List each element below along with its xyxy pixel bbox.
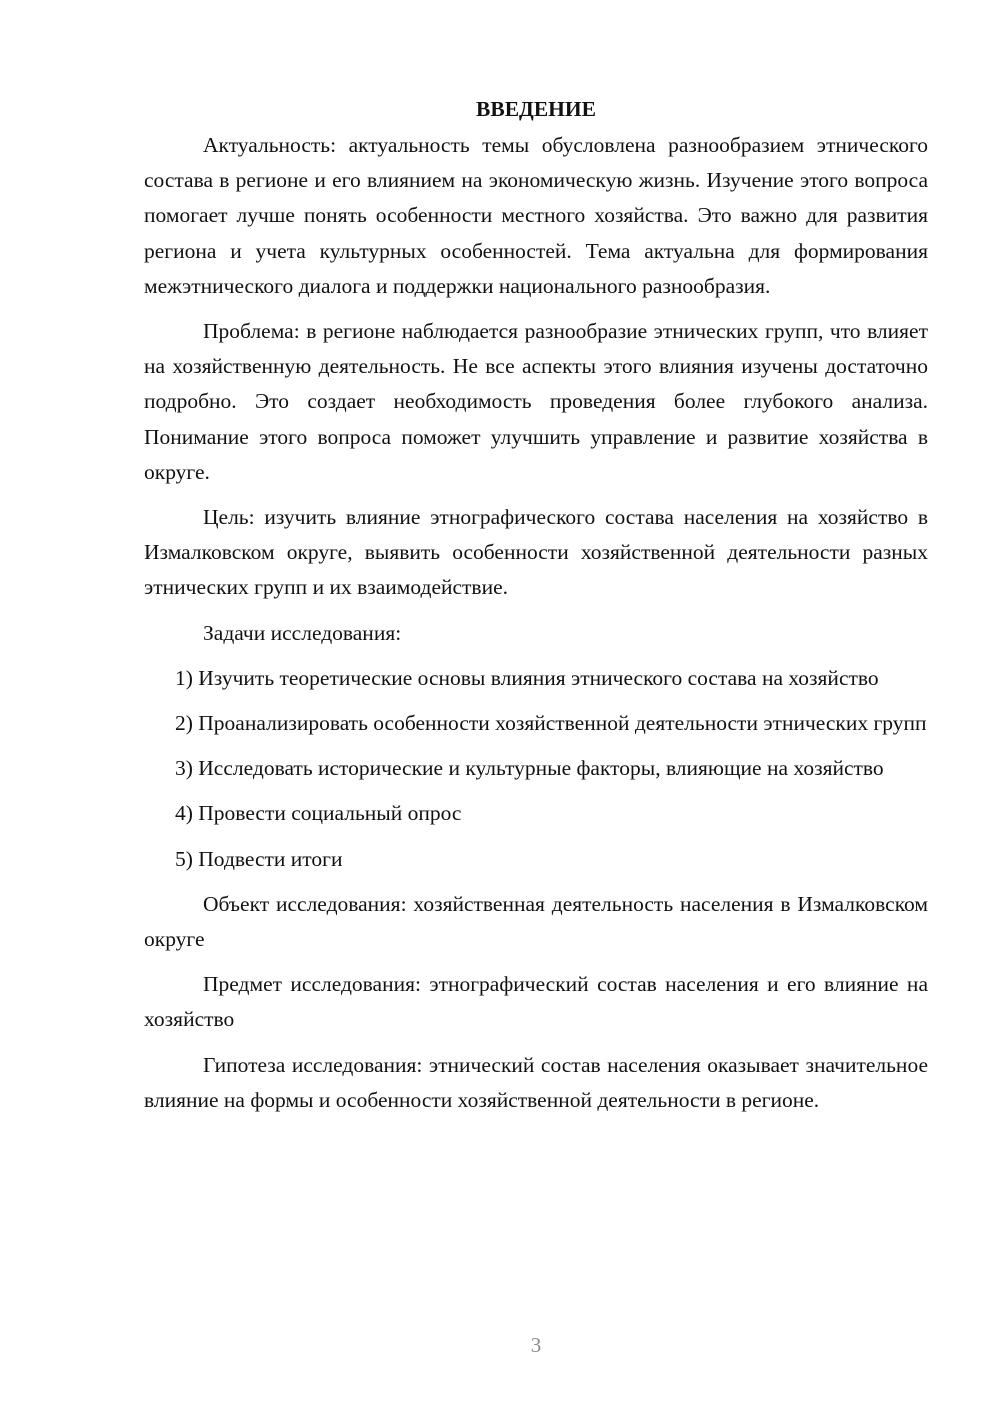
document-page [144,92,928,1128]
paragraph-object: Объект исследования: хозяйственная деятельность населения в Измалковском округе [144,891,928,952]
paragraph-goal: Цель: изучить влияние этнографического состава населения на хозяйство в Измалковском округе, выявить особенности хозяйственной деятельности разных этнических групп и их взаимодействие. [144,505,928,600]
paragraph-hypothesis: Гипотеза исследования: этнический состав населения оказывает значительное влияние на формы и особенности хозяйственной деятельности в регионе. [144,1052,928,1112]
task-item-2: 2) Проанализировать особенности хозяйственной деятельности этнических групп [175,711,927,736]
task-item-3: 3) Исследовать исторические и культурные факторы, влияющие на хозяйство [175,756,884,781]
task-item-5: 5) Подвести итоги [175,846,343,871]
paragraph-relevance: Актуальность: актуальность темы обусловлена разнообразием этнического состава в регионе и его влиянием на экономическую жизнь. Изучение этого вопроса помогает лучше понять особенности местного хозяйства. Это важно для развития региона и учета культурных особенностей. Тема актуальна для формирования межэтнического диалога и поддержки национального разнообразия. [144,133,928,298]
page-number: 3 [530,1333,542,1357]
paragraph-subject: Предмет исследования: этнографический состав населения и его влияние на хозяйство [144,972,928,1032]
task-item-1: 1) Изучить теоретические основы влияния этнического состава на хозяйство [175,665,879,690]
task-item-4: 4) Провести социальный опрос [175,801,462,826]
paragraph-problem: Проблема: в регионе наблюдается разнообразие этнических групп, что влияет на хозяйственную деятельность. Не все аспекты этого влияния изучены достаточно подробно. Это создает необходимость проведения более глубокого анализа. Понимание этого вопроса поможет улучшить управление и развитие хозяйства в округе. [144,319,928,484]
tasks-heading: Задачи исследования: [203,620,402,645]
page-title: ВВЕДЕНИЕ [476,97,596,121]
